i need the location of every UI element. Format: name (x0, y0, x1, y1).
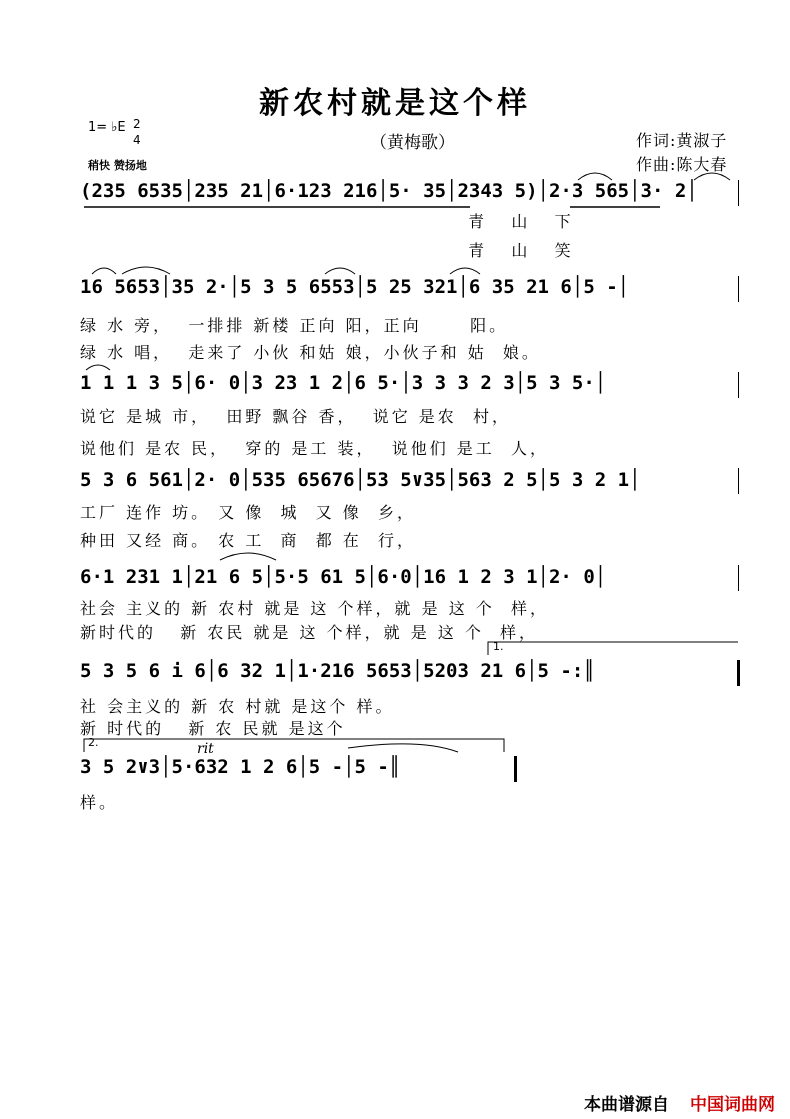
barline (738, 468, 739, 494)
score-line-5-notes: 6·1 231 1│21 6 5│5·5 61 5│6·0│16 1 2 3 1│2· 0│ (80, 566, 607, 588)
score-line-2-lyric-1: 绿 水 旁， 一排排 新楼 正向 阳，正向 阳。 (80, 316, 509, 335)
footer-site-link[interactable]: 中国词曲网 (690, 1095, 775, 1115)
score-line-3-notes: 1 1 1 3 5│6· 0│3 23 1 2│6 5·│3 3 3 2 3│5 3 5·│ (80, 372, 607, 394)
final-barline (737, 660, 740, 686)
slur (348, 744, 458, 752)
score-line-5-lyric-2: 新时代的 新 农民 就是 这 个样，就 是 这 个 样， (80, 623, 539, 642)
slur (325, 268, 355, 274)
time-signature-bottom: 4 (133, 133, 141, 147)
barline (738, 180, 739, 206)
slur (694, 173, 730, 180)
volta-2-label: 2. (88, 736, 99, 749)
score-line-2-notes: 16 5653│35 2·│5 3 5 6553│5 25 321│6 35 21 6│5 -│ (80, 276, 630, 298)
song-title: 新农村就是这个样 (259, 86, 531, 121)
tempo-marking: 稍快 赞扬地 (88, 159, 147, 172)
ritardando-mark: rit (197, 741, 214, 757)
slur (220, 553, 276, 560)
final-barline (514, 756, 517, 782)
score-line-7-lyric-1: 样。 (80, 793, 119, 812)
volta-2-bracket (84, 739, 504, 752)
score-line-1-lyric-2: 青 山 笑 (80, 241, 574, 260)
barline (738, 565, 739, 591)
score-line-3-lyric-1: 说它 是城 市， 田野 飘谷 香， 说它 是农 村， (80, 407, 511, 426)
footer-source-label: 本曲谱源自 (584, 1095, 669, 1115)
lyricist-credit: 作词:黄淑子 (636, 131, 728, 150)
time-signature-top: 2 (133, 117, 141, 131)
score-line-5-lyric-1: 社会 主义的 新 农村 就是 这 个样，就 是 这 个 样， (80, 599, 549, 618)
score-line-2-lyric-2: 绿 水 唱， 走来了 小伙 和姑 娘，小伙子和 姑 娘。 (80, 343, 541, 362)
score-line-4-notes: 5 3 6 561│2· 0│535 65676│53 5∨35│563 2 5│5 3 2 1│ (80, 469, 641, 491)
volta-1-label: 1. (493, 640, 504, 653)
score-line-1-notes: (235 6535│235 21│6·123 216│5· 35│2343 5)│2·3 565│3· 2│ (80, 180, 698, 202)
score-line-4-lyric-2: 种田 又经 商。 农 工 商 都 在 行， (80, 531, 416, 550)
score-line-6-lyric-2: 新 时代的 新 农 民就 是这个 (80, 719, 346, 738)
slur (450, 268, 480, 274)
song-subtitle: （黄梅歌） (370, 133, 455, 153)
score-line-7-notes: 3 5 2∨3│5·632 1 2 6│5 -│5 -║ (80, 756, 401, 778)
slur (86, 365, 110, 370)
score-line-6-notes: 5 3 5 6 i 6│6 32 1│1·216 5653│5203 21 6│5 -:║ (80, 660, 595, 682)
slur (122, 267, 170, 274)
composer-credit: 作曲:陈大春 (636, 155, 728, 174)
score-line-3-lyric-2: 说他们 是农 民， 穿的 是工 装， 说他们 是工 人， (80, 439, 549, 458)
score-line-4-lyric-1: 工厂 连作 坊。 又 像 城 又 像 乡， (80, 503, 416, 522)
score-line-1-lyric-1: 青 山 下 (80, 212, 574, 231)
volta-1-bracket (488, 642, 738, 655)
barline (738, 276, 739, 302)
slur (92, 268, 116, 274)
score-line-6-lyric-1: 社 会主义的 新 农 村就 是这个 样。 (80, 697, 395, 716)
barline (738, 372, 739, 398)
key-signature: 1= ♭E (88, 120, 126, 135)
slur (578, 173, 612, 180)
